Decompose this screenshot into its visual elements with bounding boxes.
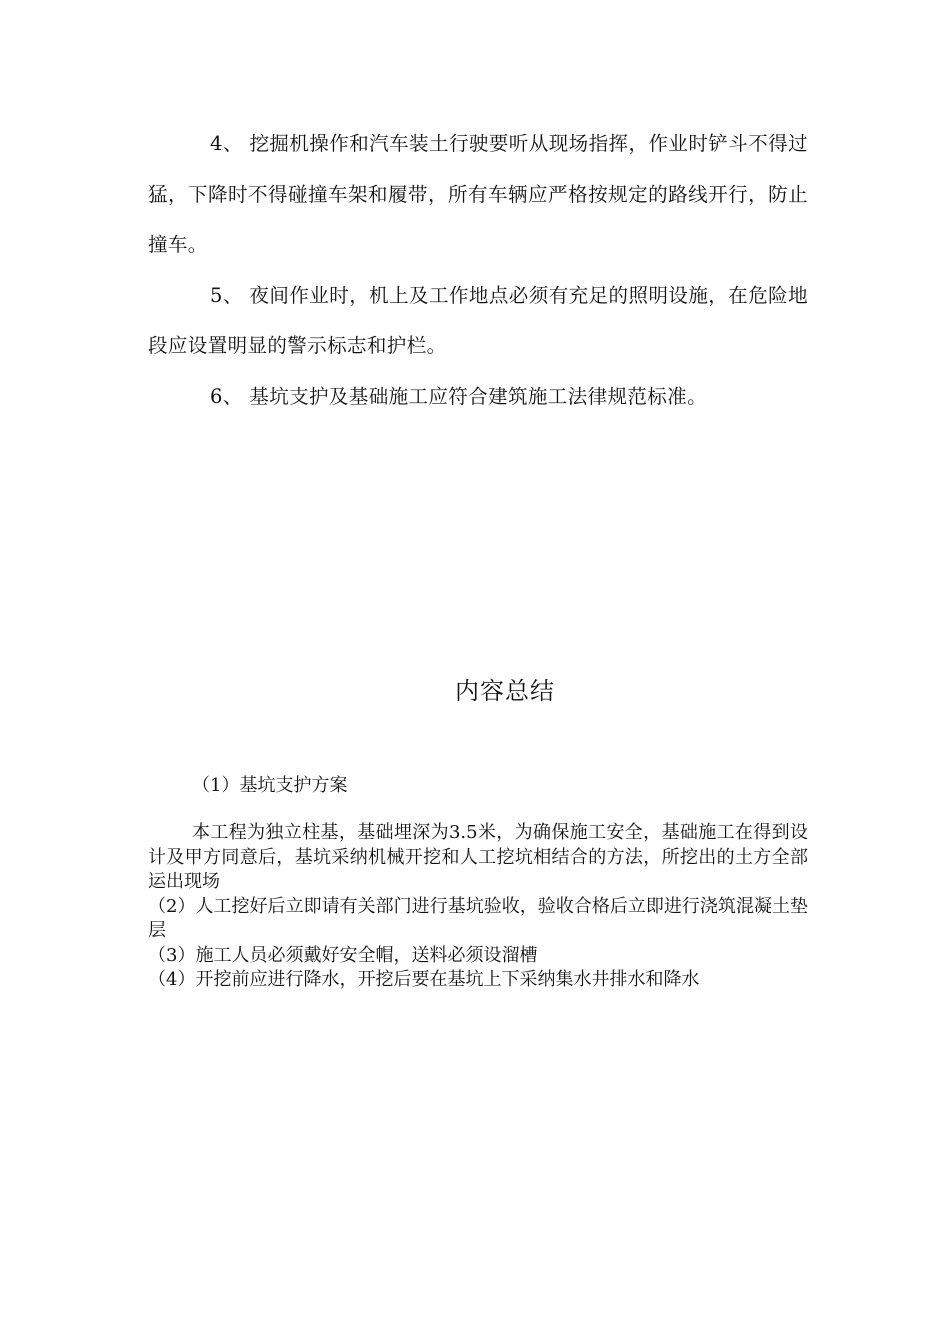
- requirement-item: 5、 夜间作业时，机上及工作地点必须有充足的照明设施，在危险地段应设置明显的警示标志和护栏。: [148, 283, 808, 357]
- summary-heading: （1）基坑支护方案: [192, 775, 348, 796]
- summary-paragraph: 本工程为独立柱基，基础埋深为3.5米，为确保施工安全，基础施工在得到设计及甲方同意后，基坑采纳机械开挖和人工挖坑相结合的方法，所挖出的土方全部运出现场: [148, 822, 808, 892]
- summary-paragraph: （2）人工挖好后立即请有关部门进行基坑验收，验收合格后立即进行浇筑混凝土垫层: [148, 895, 808, 941]
- summary-title: 内容总结: [455, 677, 555, 705]
- summary-body: [148, 821, 808, 993]
- requirement-item: 6、 基坑支护及基础施工应符合建筑施工法律规范标准。: [210, 384, 708, 408]
- summary-paragraph: （4）开挖前应进行降水，开挖后要在基坑上下采纳集水井排水和降水: [148, 969, 700, 990]
- safety-requirements: [148, 119, 808, 422]
- summary-paragraph: （3）施工人员必须戴好安全帽，送料必须设溜槽: [148, 944, 538, 966]
- requirement-item: 4、 挖掘机操作和汽车装土行驶要听从现场指挥，作业时铲斗不得过猛，下降时不得碰撞车架和履带，所有车辆应严格按规定的路线开行，防止撞车。: [148, 132, 808, 256]
